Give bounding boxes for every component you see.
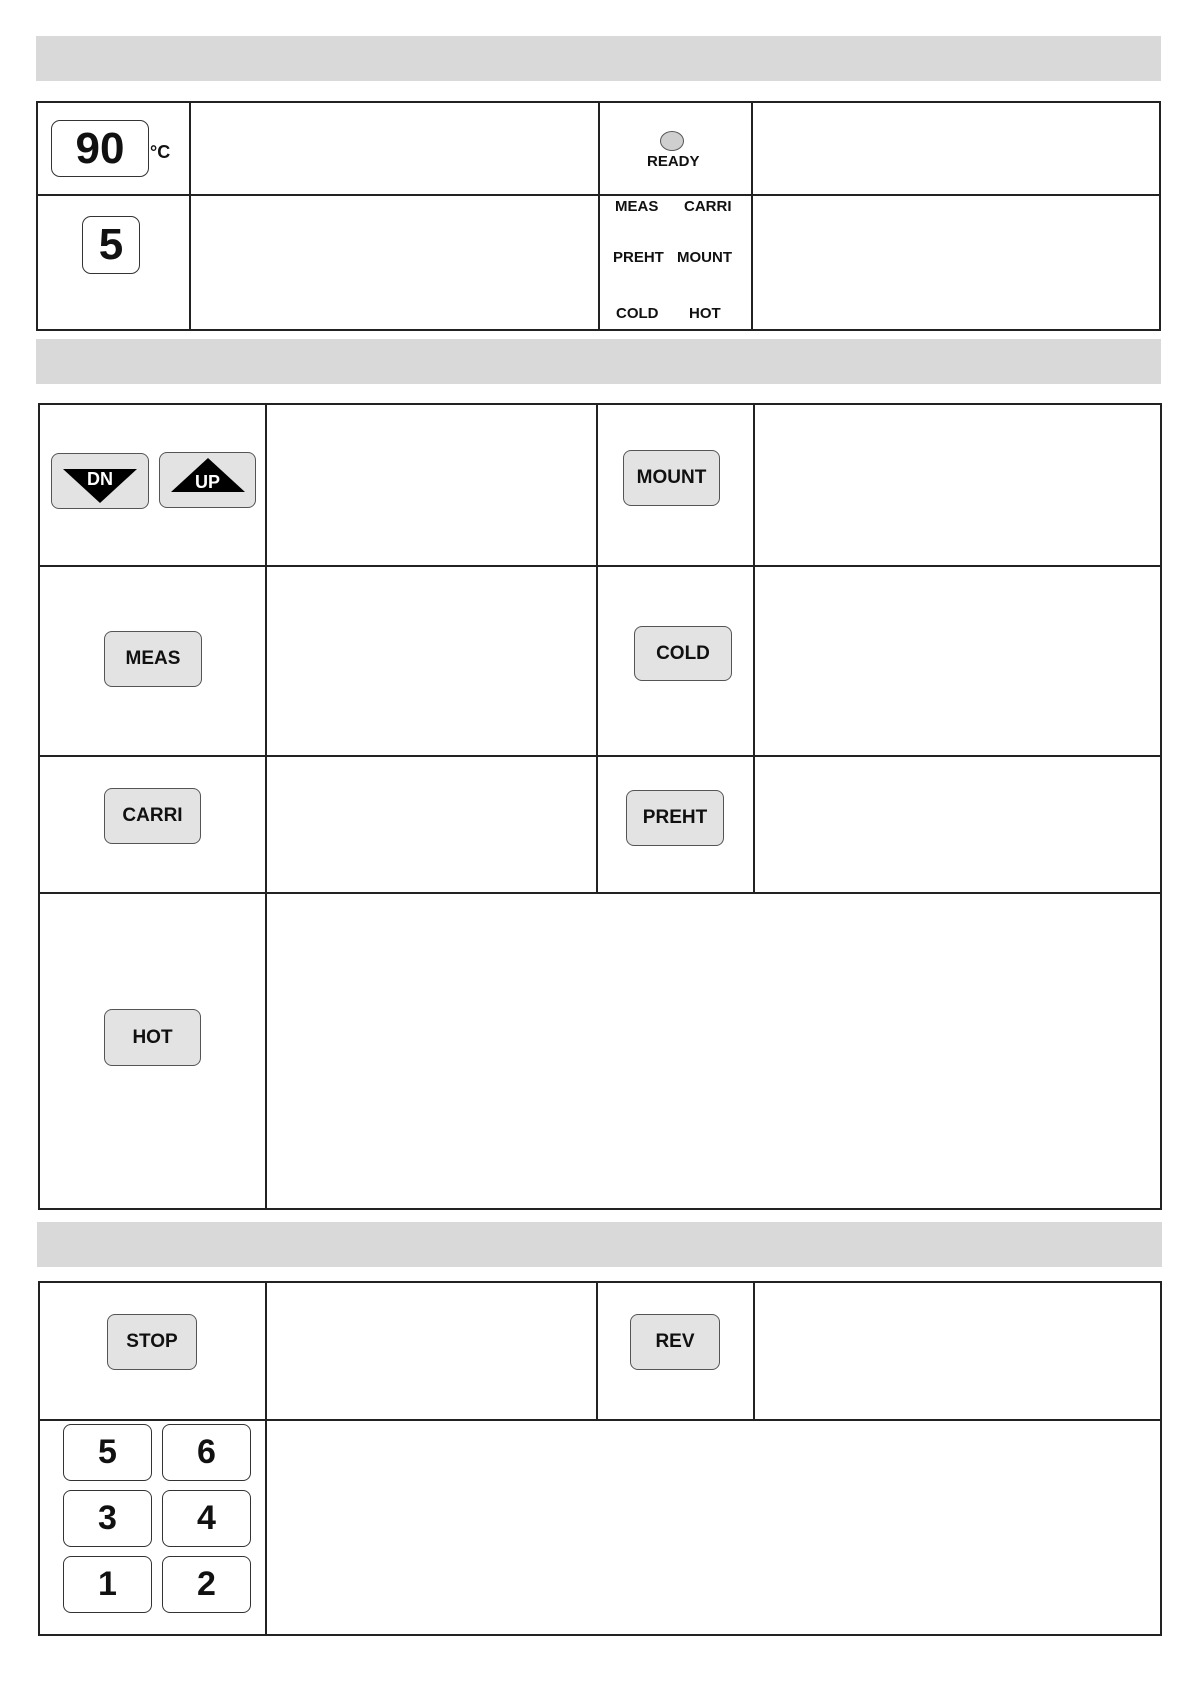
section-header-display: [36, 36, 1161, 81]
preht-indicator: PREHT: [613, 249, 664, 266]
keypad-key-4[interactable]: 4: [162, 1490, 251, 1547]
mount-indicator: MOUNT: [677, 249, 732, 266]
divider: [596, 1281, 598, 1420]
divider: [38, 1419, 1162, 1421]
temperature-unit: °C: [150, 142, 171, 162]
divider: [753, 403, 755, 893]
divider: [189, 101, 191, 331]
meas-indicator: MEAS: [615, 198, 659, 215]
divider: [38, 755, 1162, 757]
carri-button[interactable]: CARRI: [104, 788, 201, 844]
keypad-key-2[interactable]: 2: [162, 1556, 251, 1613]
divider: [265, 1281, 267, 1636]
stop-button[interactable]: STOP: [107, 1314, 197, 1370]
ready-led-icon: [660, 131, 684, 151]
divider: [265, 403, 267, 1210]
divider: [596, 403, 598, 893]
divider: [38, 565, 1162, 567]
divider: [38, 892, 1162, 894]
rev-button[interactable]: REV: [630, 1314, 720, 1370]
temperature-display: 90: [51, 120, 149, 177]
cold-indicator: COLD: [616, 305, 659, 322]
divider: [598, 101, 600, 331]
program-number-display: 5: [82, 216, 140, 274]
keypad-key-5[interactable]: 5: [63, 1424, 152, 1481]
dn-button[interactable]: [51, 453, 149, 509]
keypad-key-6[interactable]: 6: [162, 1424, 251, 1481]
cold-button[interactable]: COLD: [634, 626, 732, 681]
ready-indicator: READY: [647, 153, 700, 170]
dn-label: DN: [87, 468, 113, 489]
meas-button[interactable]: MEAS: [104, 631, 202, 687]
up-label: UP: [194, 471, 220, 492]
hot-indicator: HOT: [689, 305, 721, 322]
carri-indicator: CARRI: [684, 198, 732, 215]
keypad-key-3[interactable]: 3: [63, 1490, 152, 1547]
buttons-table: [38, 403, 1162, 1210]
preht-button[interactable]: PREHT: [626, 790, 724, 846]
mount-button[interactable]: MOUNT: [623, 450, 720, 506]
divider: [753, 1281, 755, 1420]
up-button[interactable]: [159, 452, 256, 508]
section-header-buttons: [36, 339, 1161, 384]
hot-button[interactable]: HOT: [104, 1009, 201, 1066]
keypad-key-1[interactable]: 1: [63, 1556, 152, 1613]
section-header-controls: [37, 1222, 1162, 1267]
divider: [751, 101, 753, 331]
